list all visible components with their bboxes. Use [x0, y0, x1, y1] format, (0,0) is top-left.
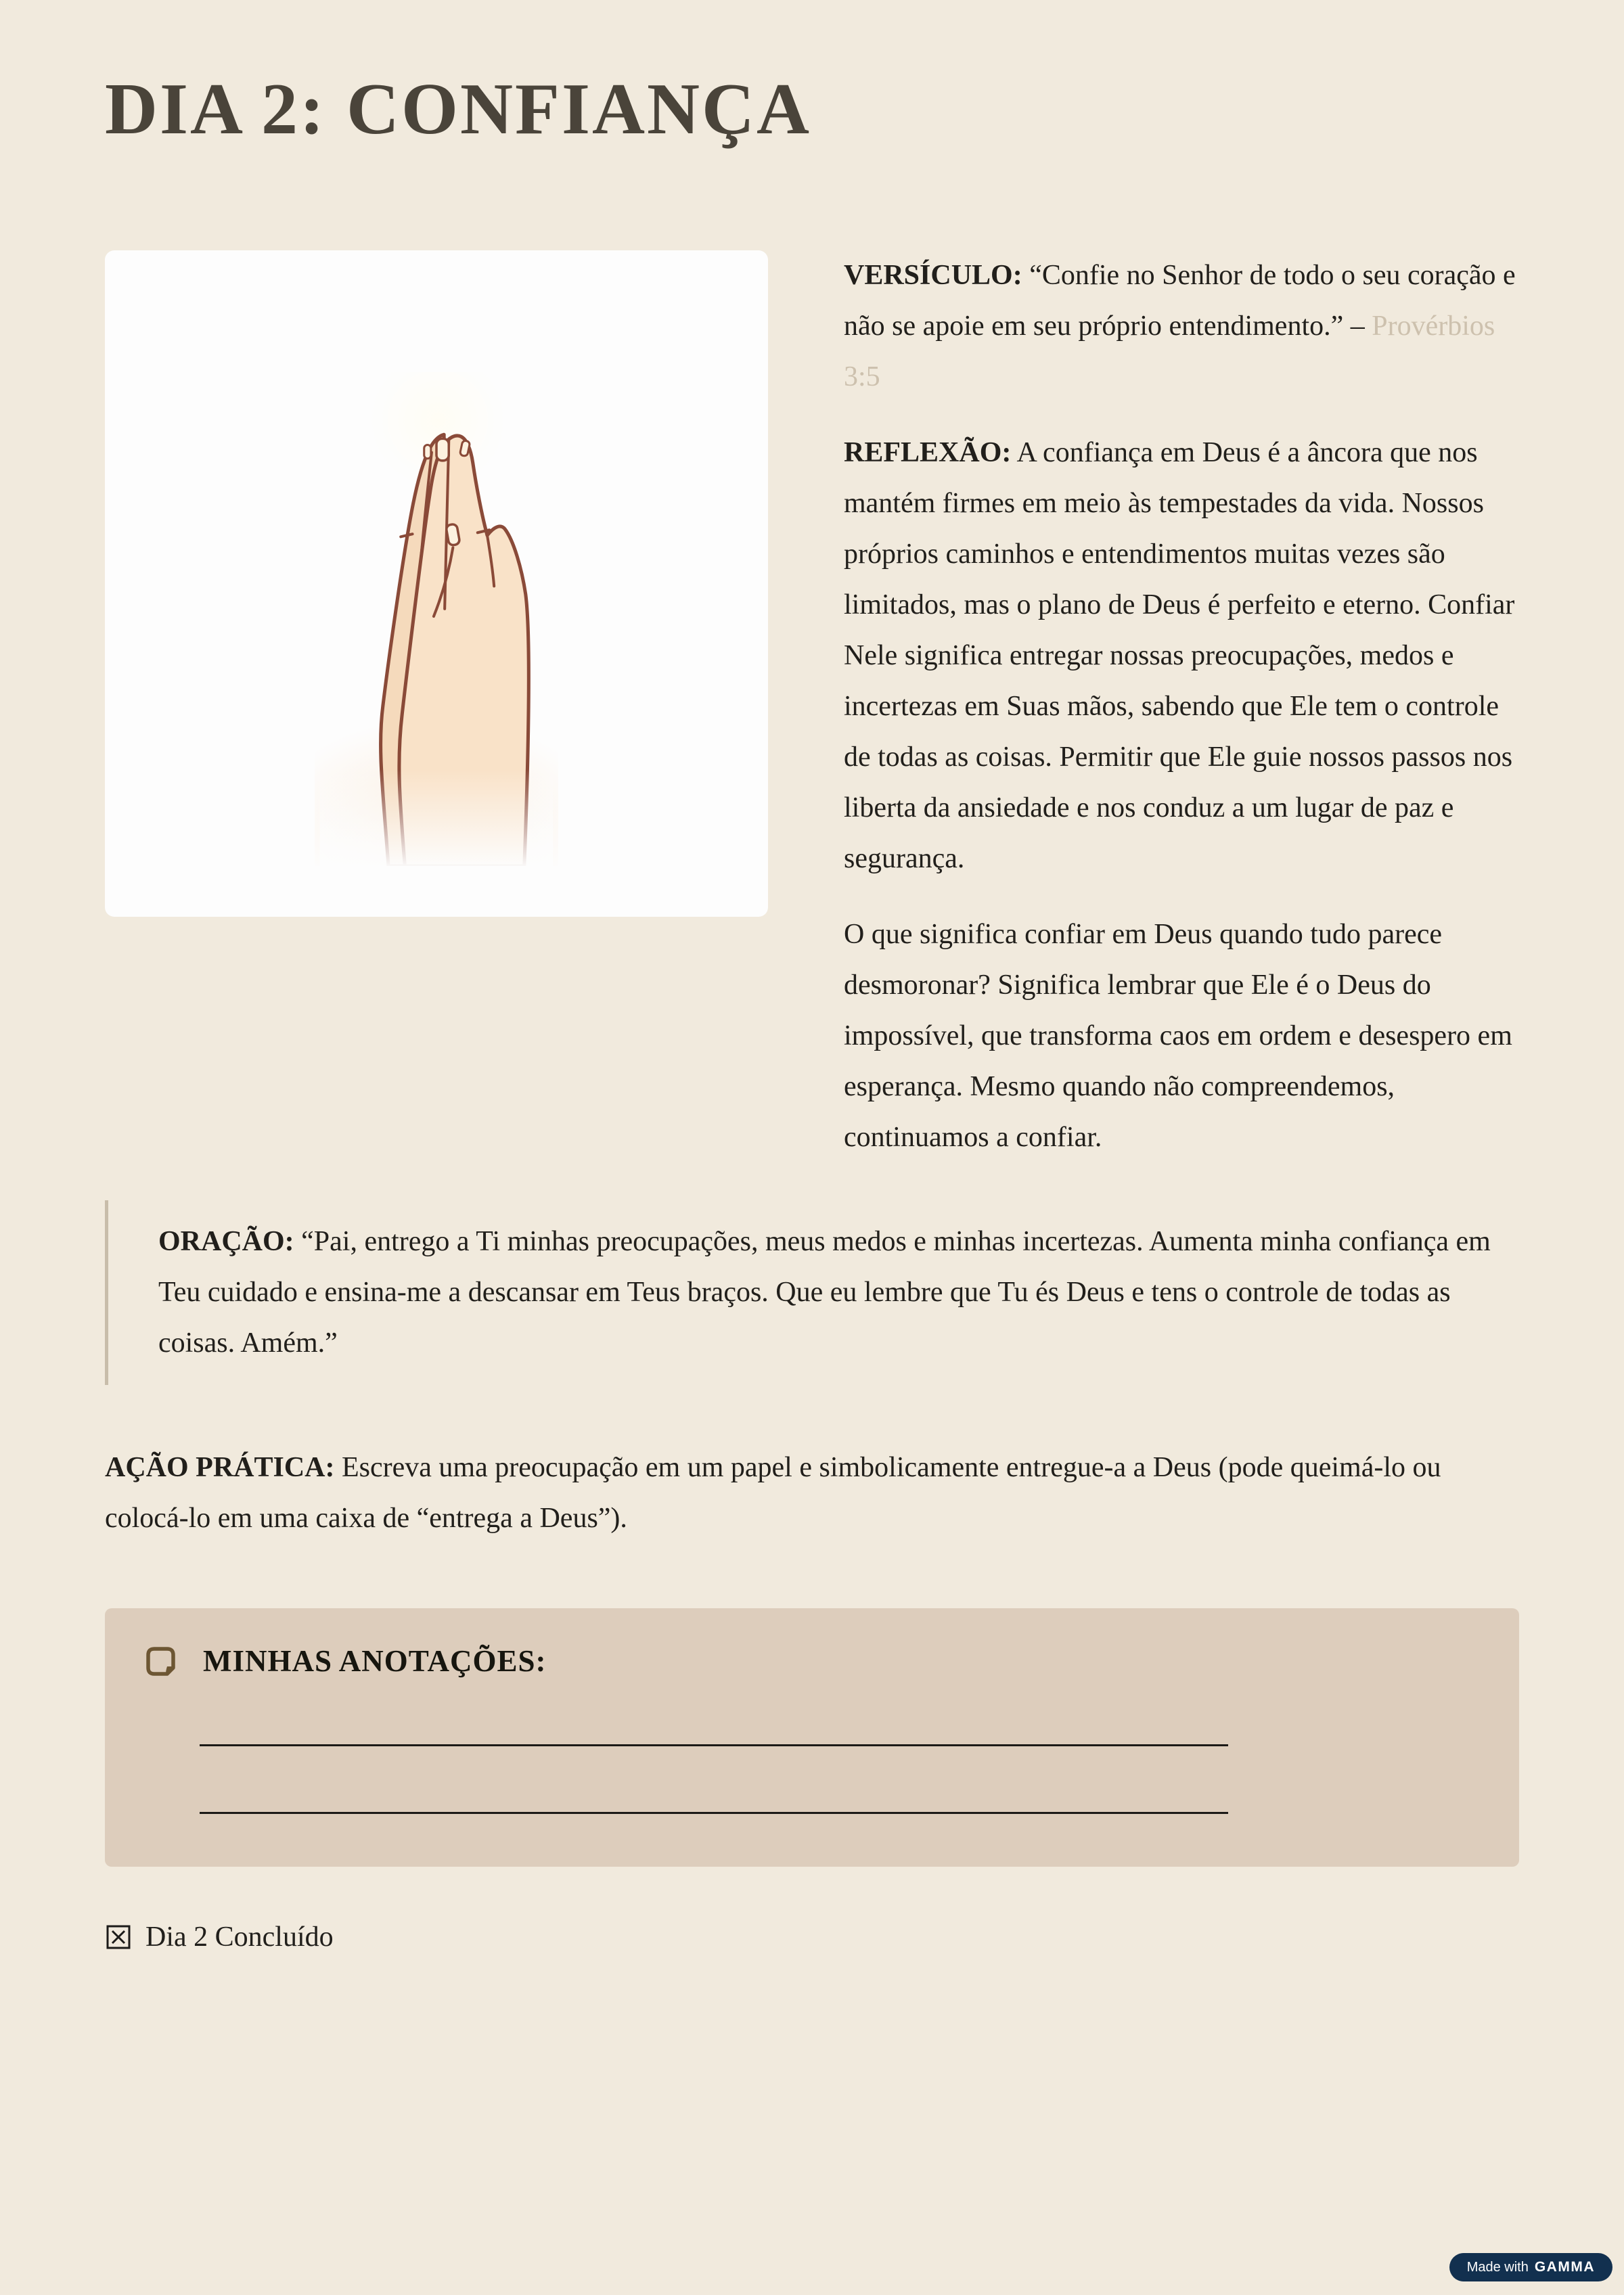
reflection-text: A confiança em Deus é a âncora que nos mantém firmes em meio às tempestades da vida. Nossos próprios caminhos e entendimentos muitas vezes são limitados, mas o plano de Deus é perfeito e eterno. Confiar Nele significa entregar nossas preocupações, medos e incertezas em Suas mãos, sabendo que Ele tem o controle de todas as coisas. Permitir que Ele guie nossos passos nos liberta da ansiedade e nos conduz a um lugar de paz e segurança. [844, 437, 1515, 875]
prayer-text: “Pai, entrego a Ti minhas preocupações, meus medos e minhas incertezas. Aumenta minha confiança em Teu cuidado e ensina-me a descansar em Teus braços. Que eu lembre que Tu és Deus e tens o controle de todas as coisas. Amém.” [158, 1226, 1491, 1359]
practical-action-paragraph [105, 1442, 1519, 1544]
note-icon [145, 1646, 176, 1677]
verse-separator: – [1350, 311, 1365, 342]
praying-hands-image-card [105, 250, 768, 917]
page-title: DIA 2: CONFIANÇA [105, 69, 811, 150]
verse-quote: “Confie no Senhor de todo o seu coração e não se apoie em seu próprio entendimento.” [844, 260, 1516, 342]
prayer-blockquote [105, 1200, 1519, 1385]
verse-paragraph [844, 250, 1519, 403]
verse-label: VERSÍCULO: [844, 260, 1022, 292]
reflection-paragraph-2 [844, 909, 1519, 1163]
badge-prefix: Made with [1466, 2259, 1529, 2275]
practical-action-label: AÇÃO PRÁTICA: [105, 1452, 335, 1484]
devotional-text-column [844, 250, 1519, 1163]
hero-section [105, 250, 1519, 1163]
notes-header [145, 1643, 1479, 1679]
checkbox-checked-icon[interactable] [105, 1924, 132, 1951]
note-writing-line [200, 1812, 1228, 1814]
notes-section [105, 1608, 1519, 1867]
prayer-label: ORAÇÃO: [158, 1226, 294, 1258]
made-with-gamma-badge[interactable] [1449, 2253, 1612, 2281]
gamma-logo: GAMMA [1534, 2259, 1595, 2275]
reflection-text-2: O que significa confiar em Deus quando tudo parece desmoronar? Significa lembrar que Ele é o Deus do impossível, que transforma caos em ordem e desespero em esperança. Mesmo quando não compreendemos, continuamos a confiar. [844, 919, 1512, 1154]
verse-reference: Provérbios 3:5 [844, 311, 1495, 393]
praying-hands-illustration [315, 372, 558, 866]
reflection-paragraph [844, 428, 1519, 884]
day-complete-row [105, 1921, 1519, 1953]
practical-action-text: Escreva uma preocupação em um papel e simbolicamente entregue-a a Deus (pode queimá-lo ou colocá-lo em uma caixa de “entrega a Deus”). [105, 1452, 1441, 1535]
notes-title: MINHAS ANOTAÇÕES: [203, 1644, 547, 1679]
reflection-label: REFLEXÃO: [844, 437, 1012, 469]
day-complete-label: Dia 2 Concluído [145, 1922, 334, 1953]
note-writing-line [200, 1744, 1228, 1746]
